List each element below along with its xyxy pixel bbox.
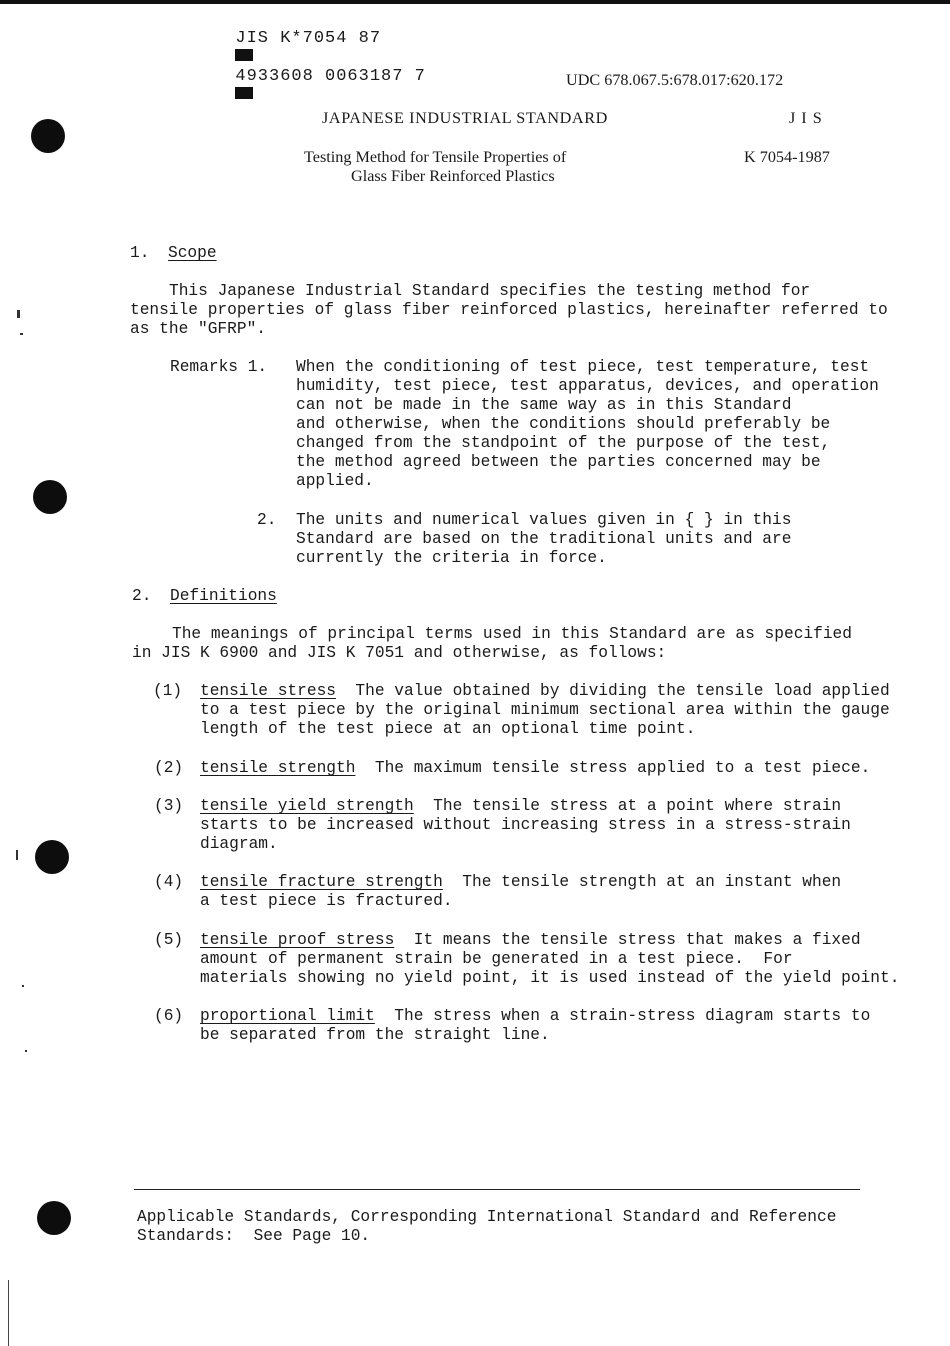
scope-section-number: 1. [130,244,150,262]
definition-continuation-line: amount of permanent strain be generated in a test piece. For [200,950,793,968]
scope-paragraph-line: This Japanese Industrial Standard specifies the testing method for [169,282,811,300]
footnote-line2: Standards: See Page 10. [137,1227,371,1245]
definition-continuation-line: starts to be increased without increasing stress in a stress-strain [200,816,851,834]
definition-term: tensile stress [200,682,336,700]
standard-number: K 7054-1987 [744,148,830,166]
definitions-section-number: 2. [132,587,152,605]
remark-1-line: and otherwise, when the conditions should preferably be [296,415,831,433]
definition-text: It means the tensile stress that makes a fixed [394,931,861,949]
remark-2-line: currently the criteria in force. [296,549,607,567]
remark-1-text [296,358,879,491]
definition-item [200,682,890,739]
definition-text: The maximum tensile stress applied to a test piece. [355,759,871,777]
remark-2-text [296,511,791,568]
page-edge-line [8,1280,9,1346]
definition-item [200,931,899,988]
punch-hole [37,1201,71,1235]
definition-term: tensile proof stress [200,931,395,949]
definition-text: The tensile strength at an instant when [442,873,842,891]
definition-term: tensile fracture strength [200,873,443,891]
remark-1-line: applied. [296,472,374,490]
definition-text: The value obtained by dividing the tensile load applied [336,682,890,700]
remarks-label: Remarks 1. [170,358,268,376]
remark-1-line: humidity, test piece, test apparatus, devices, and operation [296,377,879,395]
definition-number: (4) [154,873,184,891]
definition-text: The tensile stress at a point where strain [413,797,842,815]
definition-term: tensile strength [200,759,356,777]
remark-1-line: the method agreed between the parties concerned may be [296,453,821,471]
remark-2-line: The units and numerical values given in { } in this [296,511,792,529]
definition-term: proportional limit [200,1007,375,1025]
definition-continuation-line: diagram. [200,835,278,853]
document-code-header [213,10,426,105]
definition-item [200,873,841,911]
definition-continuation-line: length of the test piece at an optional time point. [200,720,696,738]
header-code-part2: 4933608 0063187 7 [235,67,426,86]
definition-number: (3) [154,797,184,815]
definition-continuation-line: a test piece is fractured. [200,892,453,910]
definition-number: (5) [154,931,184,949]
definition-first-line [200,682,890,701]
definition-text: The stress when a strain-stress diagram starts to [374,1007,871,1025]
scan-speck [16,850,18,860]
definition-continuation-line: be separated from the straight line. [200,1026,550,1044]
definition-first-line [200,873,841,892]
scope-paragraph-line: as the "GFRP". [130,320,266,338]
definition-number: (1) [153,682,183,700]
scan-speck [22,985,24,987]
black-square-mark [235,49,253,61]
definitions-intro-line: in JIS K 6900 and JIS K 7051 and otherwise, as follows: [132,644,667,662]
definition-continuation-line: to a test piece by the original minimum sectional area within the gauge [200,701,890,719]
scope-paragraph [130,282,888,339]
definition-first-line [200,1007,870,1026]
scope-paragraph-line: tensile properties of glass fiber reinforced plastics, hereinafter referred to [130,301,888,319]
header-code-part1: JIS K*7054 87 [235,29,382,48]
definition-item [200,759,870,778]
definition-first-line [200,759,870,778]
definition-term: tensile yield strength [200,797,414,815]
jis-mark: JIS [789,109,828,127]
punch-hole [31,119,65,153]
remark-1-line: can not be made in the same way as in this Standard [296,396,792,414]
standard-title-line2: Glass Fiber Reinforced Plastics [351,167,555,185]
definition-first-line [200,797,851,816]
definition-first-line [200,931,899,950]
remark-1-line: changed from the standpoint of the purpose of the test, [296,434,831,452]
black-square-mark [235,87,253,99]
udc-classification: UDC 678.067.5:678.017:620.172 [566,71,784,89]
remark-2-label: 2. [257,511,277,529]
punch-hole [35,840,69,874]
punch-hole [33,480,67,514]
definitions-intro-line: The meanings of principal terms used in this Standard are as specified [172,625,852,643]
footnote-divider [134,1189,860,1190]
definition-item [200,1007,870,1045]
remark-1-line: When the conditioning of test piece, test temperature, test [296,358,870,376]
scope-heading: Scope [168,244,217,262]
definition-continuation-line: materials showing no yield point, it is used instead of the yield point. [200,969,900,987]
page-top-edge [0,0,950,4]
scan-speck [25,1050,27,1052]
scan-speck [17,310,20,318]
definition-number: (2) [154,759,184,777]
standard-title-line1: Testing Method for Tensile Properties of [304,148,567,166]
remark-2-line: Standard are based on the traditional units and are [296,530,792,548]
scan-speck [20,333,23,335]
definitions-heading: Definitions [170,587,277,605]
standard-org-title: JAPANESE INDUSTRIAL STANDARD [322,109,608,127]
definition-item [200,797,851,854]
footnote-line1: Applicable Standards, Corresponding International Standard and Reference [137,1208,837,1226]
definition-number: (6) [154,1007,184,1025]
definitions-intro [132,625,852,663]
